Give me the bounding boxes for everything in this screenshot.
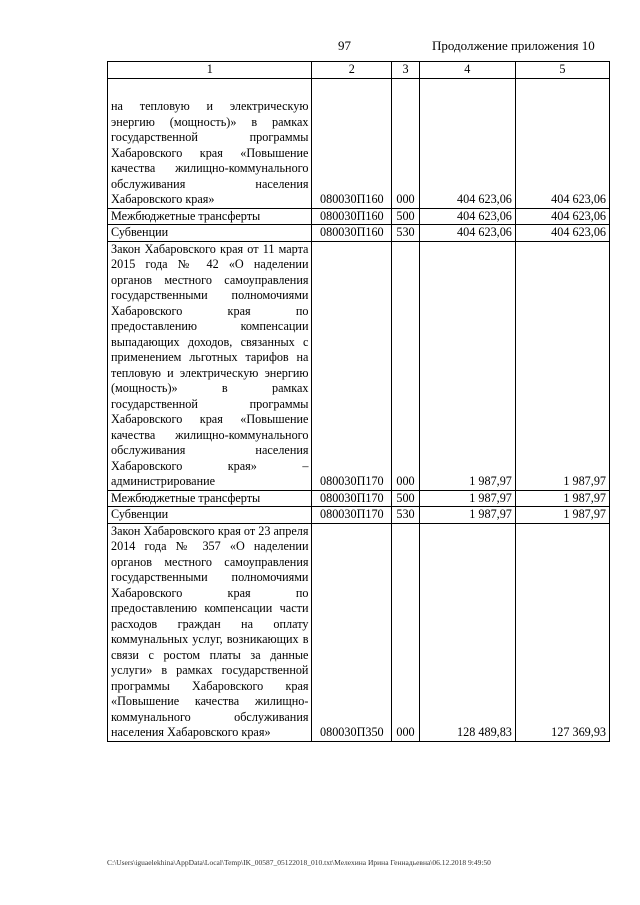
row-sum-1: 404 623,06	[419, 225, 515, 242]
row-type: 500	[392, 208, 420, 225]
row-type: 000	[392, 241, 420, 490]
budget-table	[107, 61, 610, 742]
row-code: 080030П160	[312, 225, 392, 242]
file-path-footer: C:\Users\iguaelekhina\AppData\Local\Temp\IK_00587_05122018_010.txt\Мелехина Ирина Геннадьевна\06.12.2018 9:49:50	[107, 858, 491, 867]
row-name: Субвенции	[108, 507, 312, 524]
row-code: 080030П170	[312, 507, 392, 524]
row-name: Закон Хабаровского края от 23 апреля 2014 года № 357 «О наделении органов местного самоуправления государственными полномочиями Хабаровского края по предоставлению компенсации части расходов граждан на оплату коммунальных услуг, возникающих в связи с ростом платы за данные услуги» в рамках государственной программы Хабаровского края «Повышение качества жилищно-коммунального обслуживания населения Хабаровского края»	[108, 523, 312, 741]
row-sum-1: 1 987,97	[419, 241, 515, 490]
table-row	[108, 490, 610, 507]
continuation-title: Продолжение приложения 10	[432, 38, 595, 53]
row-sum-2: 1 987,97	[515, 507, 609, 524]
row-sum-2: 404 623,06	[515, 225, 609, 242]
row-name: Закон Хабаровского края от 11 марта 2015 года № 42 «О наделении органов местного самоуправления государственными полномочиями Хабаровского края по предоставлению компенсации выпадающих доходов, связанных с применением льготных тарифов на тепловую и электрическую энергию (мощность)» в рамках государственной программы Хабаровского края «Повышение качества жилищно-коммунального обслуживания населения Хабаровского края» – администрирование	[108, 241, 312, 490]
row-sum-2: 1 987,97	[515, 490, 609, 507]
row-sum-2: 404 623,06	[515, 208, 609, 225]
row-sum-2: 1 987,97	[515, 241, 609, 490]
row-code: 080030П160	[312, 208, 392, 225]
column-number: 2	[312, 62, 392, 79]
row-type: 000	[392, 78, 420, 208]
table-row	[108, 225, 610, 242]
row-sum-1: 1 987,97	[419, 490, 515, 507]
row-name: Межбюджетные трансферты	[108, 490, 312, 507]
row-name: на тепловую и электрическую энергию (мощность)» в рамках государственной программы Хабаровского края «Повышение качества жилищно-коммунального обслуживания населения Хабаровского края»	[108, 78, 312, 208]
row-name: Межбюджетные трансферты	[108, 208, 312, 225]
row-sum-2: 127 369,93	[515, 523, 609, 741]
row-code: 080030П160	[312, 78, 392, 208]
row-type: 530	[392, 507, 420, 524]
row-type: 500	[392, 490, 420, 507]
row-code: 080030П350	[312, 523, 392, 741]
row-type: 530	[392, 225, 420, 242]
row-code: 080030П170	[312, 490, 392, 507]
column-number: 1	[108, 62, 312, 79]
table-row	[108, 208, 610, 225]
column-number: 5	[515, 62, 609, 79]
row-sum-1: 1 987,97	[419, 507, 515, 524]
column-number: 4	[419, 62, 515, 79]
row-type: 000	[392, 523, 420, 741]
row-sum-1: 404 623,06	[419, 208, 515, 225]
page-number: 97	[338, 38, 351, 53]
table-row	[108, 241, 610, 490]
row-name: Субвенции	[108, 225, 312, 242]
row-code: 080030П170	[312, 241, 392, 490]
table-row	[108, 523, 610, 741]
row-sum-1: 404 623,06	[419, 78, 515, 208]
column-number-row	[108, 62, 610, 79]
table-row	[108, 507, 610, 524]
table-row	[108, 78, 610, 208]
row-sum-2: 404 623,06	[515, 78, 609, 208]
column-number: 3	[392, 62, 420, 79]
row-sum-1: 128 489,83	[419, 523, 515, 741]
